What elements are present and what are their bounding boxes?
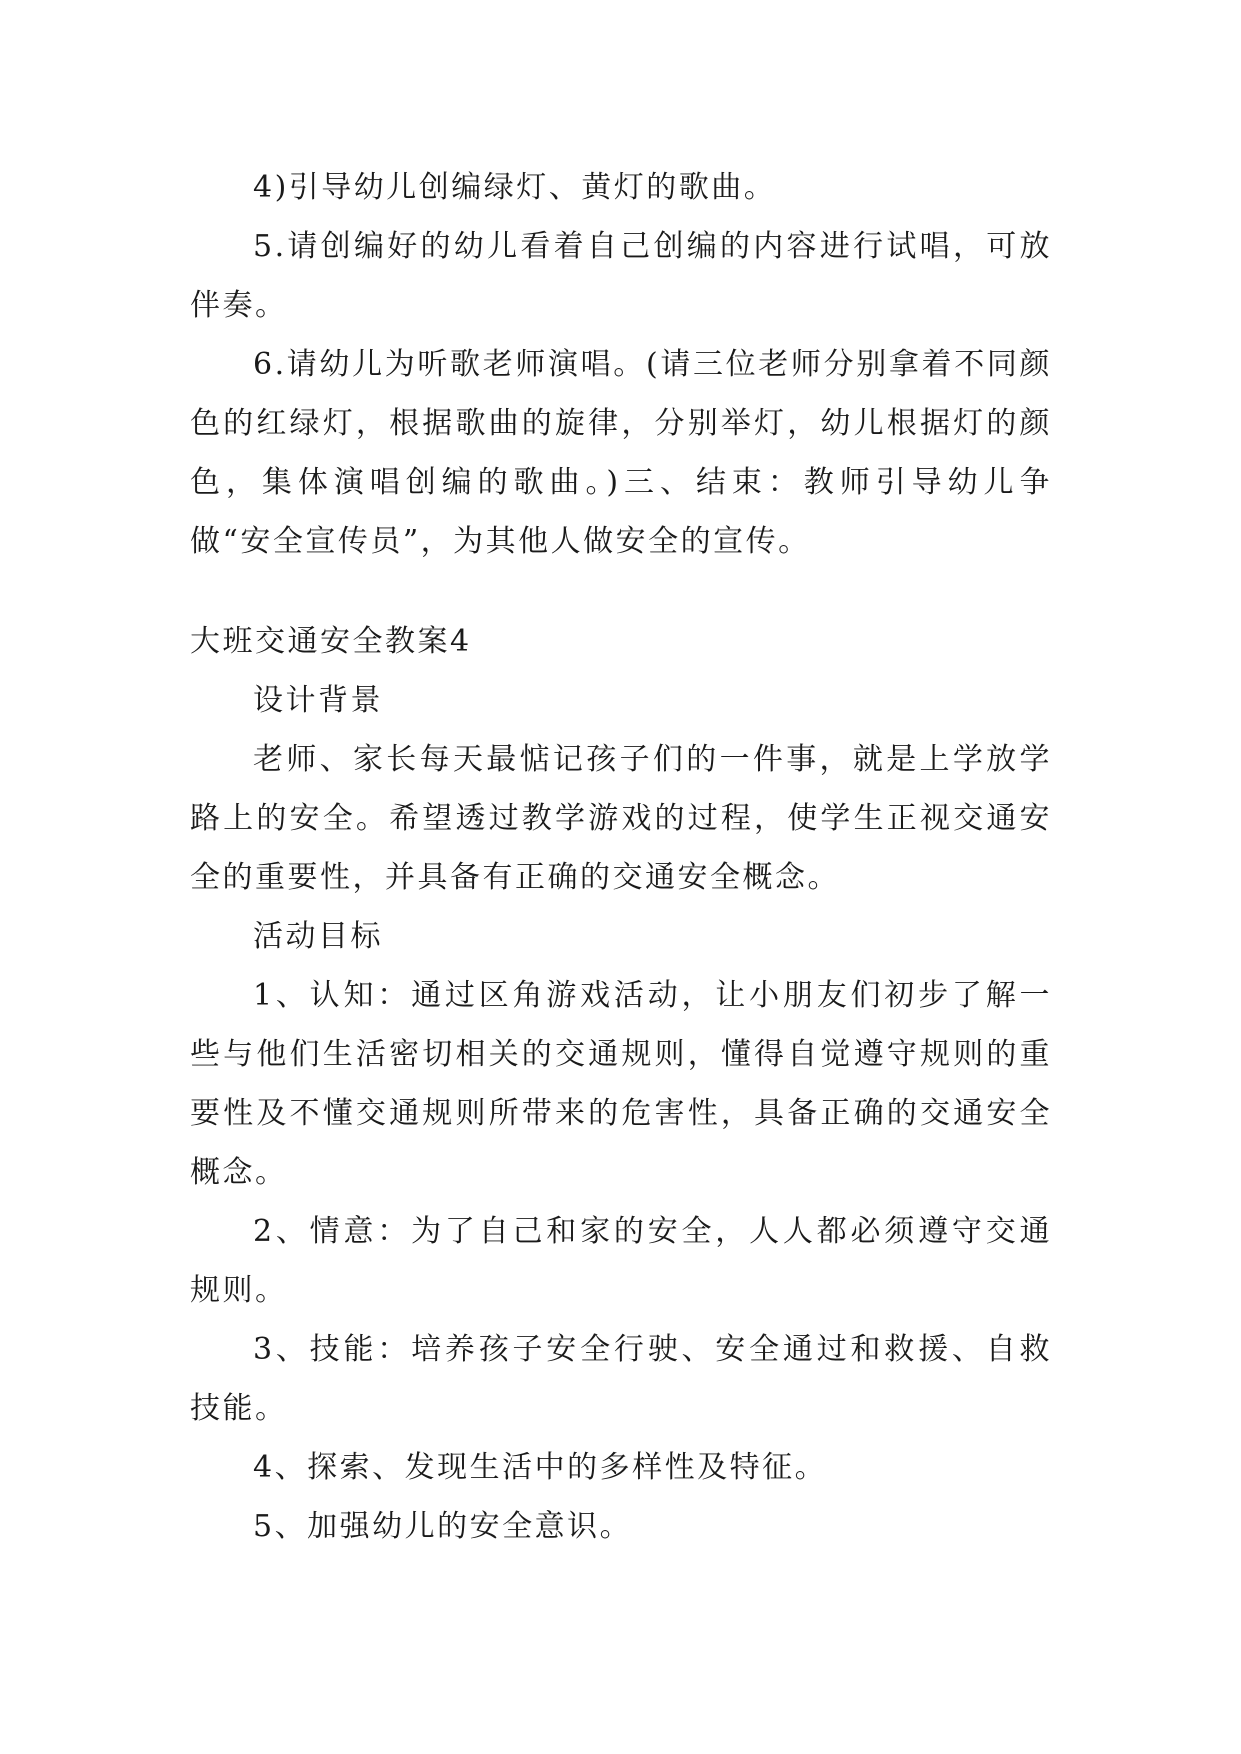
paragraph-step-4: 4)引导幼儿创编绿灯、黄灯的歌曲。 [253, 170, 777, 205]
goal-item-4: 4、探索、发现生活中的多样性及特征。 [253, 1450, 828, 1485]
paragraph-step-6: 6.请幼儿为听歌老师演唱。(请三位老师分别拿着不同颜色的红绿灯，根据歌曲的旋律，分别举灯，幼儿根据灯的颜色，集体演唱创编的歌曲。)三、结束：教师引导幼儿争做“安全宣传员”，为其他人做安全的宣传。 [190, 347, 1052, 559]
document-body [190, 158, 1052, 1556]
goal-item-3: 3、技能：培养孩子安全行驶、安全通过和救援、自救技能。 [190, 1332, 1052, 1426]
goal-item-5: 5、加强幼儿的安全意识。 [253, 1509, 633, 1544]
section-spacer [190, 571, 1052, 612]
background-text: 老师、家长每天最惦记孩子们的一件事，就是上学放学路上的安全。希望透过教学游戏的过程，使学生正视交通安全的重要性，并具备有正确的交通安全概念。 [190, 742, 1052, 895]
goal-item-2: 2、情意：为了自己和家的安全，人人都必须遵守交通规则。 [190, 1214, 1052, 1308]
goals-heading: 活动目标 [253, 919, 383, 954]
goal-item-1: 1、认知：通过区角游戏活动，让小朋友们初步了解一些与他们生活密切相关的交通规则，懂得自觉遵守规则的重要性及不懂交通规则所带来的危害性，具备正确的交通安全概念。 [190, 978, 1052, 1190]
section-title: 大班交通安全教案4 [190, 624, 472, 659]
background-heading: 设计背景 [253, 683, 383, 718]
paragraph-step-5: 5.请创编好的幼儿看着自己创编的内容进行试唱，可放伴奏。 [190, 229, 1052, 323]
